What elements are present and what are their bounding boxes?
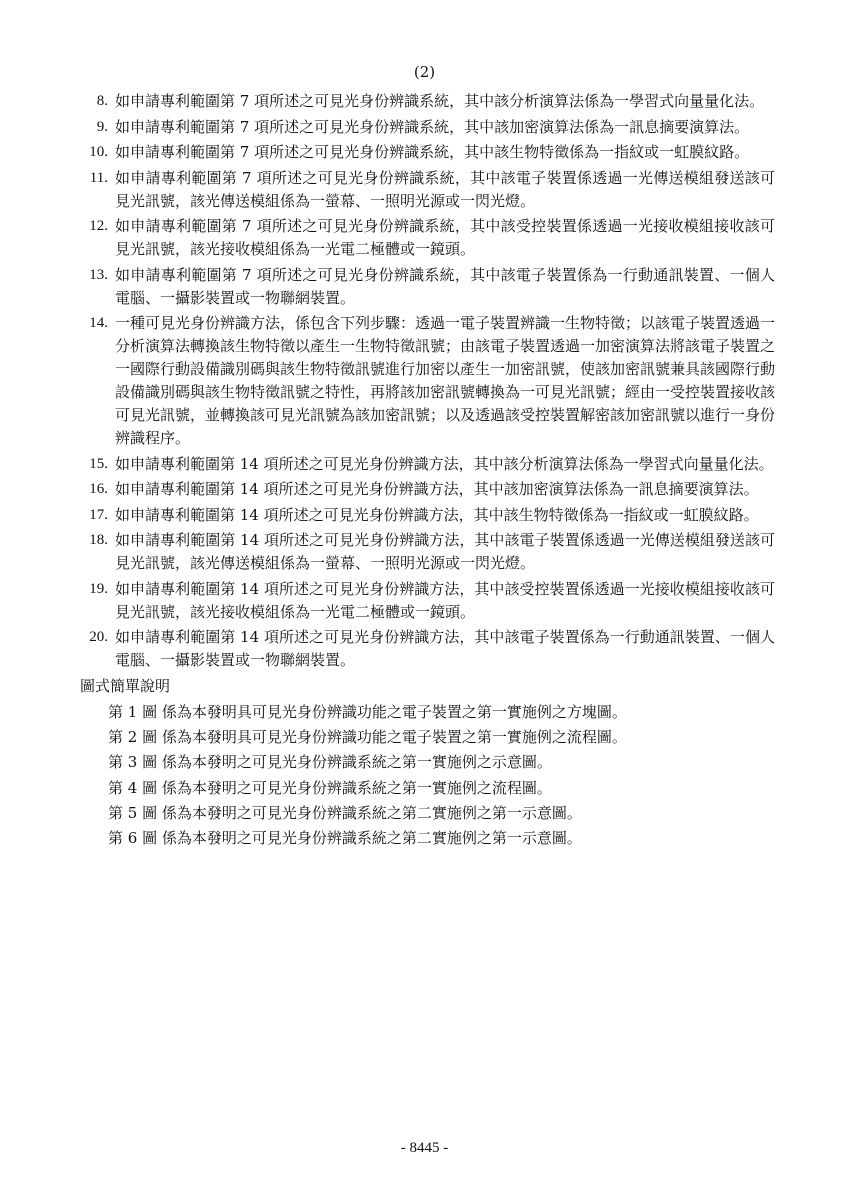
claim-text: 如申請專利範圍第 14 項所述之可見光身份辨識方法，其中該電子裝置係透過一光傳送模組發送該可見光訊號，該光傳送模組係為一螢幕、一照明光源或一閃光燈。 [115, 531, 775, 572]
claim-number: 11. [89, 169, 108, 186]
claim-number: 13. [89, 266, 108, 283]
claim-item [80, 90, 775, 113]
claim-number: 8. [96, 93, 108, 109]
figure-description: 第 4 圖 係為本發明之可見光身份辨識系統之第一實施例之流程圖。 [108, 778, 552, 797]
claim-text: 如申請專利範圍第 14 項所述之可見光身份辨識方法，其中該生物特徵係為一指紋或一虹膜紋路。 [115, 505, 759, 524]
claim-item [80, 626, 775, 672]
claim-item [80, 215, 775, 261]
claim-number: 18. [89, 532, 108, 548]
claim-text: 如申請專利範圍第 7 項所述之可見光身份辨識系統，其中該生物特徵係為一指紋或一虹膜紋路。 [115, 143, 750, 161]
claim-item [80, 116, 775, 139]
claim-text: 如申請專利範圍第 7 項所述之可見光身份辨識系統，其中該電子裝置係為一行動通訊裝置、一個人電腦、一攝影裝置或一物聯網裝置。 [115, 265, 775, 307]
claim-item [80, 453, 775, 476]
figure-description: 第 3 圖 係為本發明之可見光身份辨識系統之第一實施例之示意圖。 [108, 753, 552, 772]
claim-number: 17. [89, 506, 108, 523]
claim-text: 如申請專利範圍第 14 項所述之可見光身份辨識方法，其中該受控裝置係透過一光接收模組接收該可見光訊號，該光接收模組係為一光電二極體或一鏡頭。 [115, 579, 775, 621]
claim-item [80, 312, 775, 450]
page-number: - 8445 - [400, 1140, 449, 1156]
claim-item [80, 529, 775, 575]
claim-item [80, 264, 775, 310]
figure-description: 第 1 圖 係為本發明具可見光身份辨識功能之電子裝置之第一實施例之方塊圖。 [108, 702, 627, 721]
claim-item [80, 578, 775, 624]
figure-description: 第 5 圖 係為本發明之可見光身份辨識系統之第二實施例之第一示意圖。 [108, 804, 582, 823]
claim-number: 15. [89, 455, 108, 472]
figure-description: 第 6 圖 係為本發明之可見光身份辨識系統之第二實施例之第一示意圖。 [108, 829, 582, 848]
claim-text: 一種可見光身份辨識方法，係包含下列步驟：透過一電子裝置辨識一生物特徵；以該電子裝置透過一分析演算法轉換該生物特徵以產生一生物特徵訊號；由該電子裝置透過一加密演算法將該電子裝置之一國際行動設備識別碼與該生物特徵訊號進行加密以產生一加密訊號，使該加密訊號兼具該國際行動設備識別碼與該生物特徵訊號之特性，再將該加密訊號轉換為一可見光訊號；經由一受控裝置接收該可見光訊號，並轉換該可見光訊號為該加密訊號；以及透過該受控裝置解密該加密訊號以進行一身份辨識程序。 [115, 314, 776, 447]
claim-number: 12. [89, 218, 108, 234]
claim-text: 如申請專利範圍第 7 項所述之可見光身份辨識系統，其中該加密演算法係為一訊息摘要演算法。 [115, 117, 750, 136]
claim-text: 如申請專利範圍第 7 項所述之可見光身份辨識系統，其中該電子裝置係透過一光傳送模組發送該可見光訊號，該光傳送模組係為一螢幕、一照明光源或一閃光燈。 [115, 168, 775, 210]
claim-text: 如申請專利範圍第 14 項所述之可見光身份辨識方法，其中該電子裝置係為一行動通訊裝置、一個人電腦、一攝影裝置或一物聯網裝置。 [115, 628, 775, 669]
claim-item [80, 167, 775, 213]
page-marker: (2) [413, 63, 436, 81]
claim-text: 如申請專利範圍第 14 項所述之可見光身份辨識方法，其中該分析演算法係為一學習式向量量化法。 [115, 454, 774, 473]
claim-item [80, 478, 775, 501]
figure-description: 第 2 圖 係為本發明具可見光身份辨識功能之電子裝置之第一實施例之流程圖。 [108, 727, 627, 746]
claim-number: 20. [89, 629, 108, 645]
claim-text: 如申請專利範圍第 7 項所述之可見光身份辨識系統，其中該分析演算法係為一學習式向量量化法。 [115, 92, 765, 110]
claim-number: 14. [89, 315, 108, 331]
claim-text: 如申請專利範圍第 7 項所述之可見光身份辨識系統，其中該受控裝置係透過一光接收模組接收該可見光訊號，該光接收模組係為一光電二極體或一鏡頭。 [115, 217, 775, 258]
claim-number: 16. [89, 481, 108, 497]
claim-item [80, 141, 775, 164]
claim-number: 10. [89, 144, 108, 160]
claim-number: 9. [96, 118, 108, 135]
claim-item [80, 504, 775, 527]
figures-section-title: 圖式簡單說明 [80, 676, 171, 695]
claim-text: 如申請專利範圍第 14 項所述之可見光身份辨識方法，其中該加密演算法係為一訊息摘要演算法。 [115, 480, 759, 498]
claim-number: 19. [89, 580, 108, 597]
claims-list [80, 90, 775, 853]
figures-list [80, 701, 775, 851]
